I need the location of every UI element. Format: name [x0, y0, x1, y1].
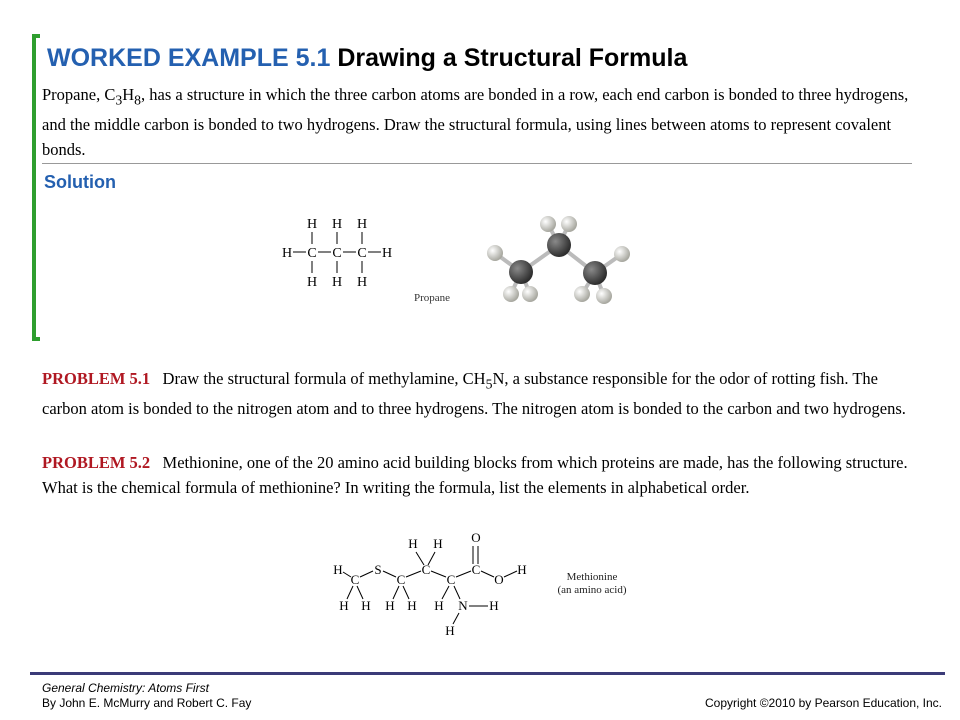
propane-model-c-1	[509, 260, 533, 284]
methionine-structural-formula	[322, 528, 534, 640]
propane-model-h-5	[503, 286, 519, 302]
propane-model-h-8	[596, 288, 612, 304]
propane-c-1: C	[307, 246, 317, 261]
met-h-1: H	[333, 562, 343, 577]
intro-text-start: Propane, C	[42, 85, 116, 104]
propane-model-c-2	[547, 233, 571, 257]
problem-5-1-text-end: N, a substance responsible for the odor of rotting fish. The carbon atom is bonded to the nitrogen atom and to three hydrogens. The nitrogen atom is bonded to the carbon and two hydrogens.	[42, 369, 906, 419]
propane-h-bottom-1: H	[306, 275, 318, 290]
propane-structural-formula	[270, 212, 405, 292]
propane-caption	[412, 288, 472, 306]
problem-5-1-subscript: 5	[485, 376, 493, 392]
met-o-2: O	[494, 572, 504, 587]
propane-c-2: C	[332, 246, 342, 261]
met-c-2: C	[396, 572, 406, 587]
propane-model-h-1	[487, 245, 503, 261]
met-h-4: H	[385, 598, 395, 613]
propane-model-h-7	[574, 286, 590, 302]
footer-authors: By John E. McMurry and Robert C. Fay	[42, 696, 252, 710]
intro-paragraph	[42, 82, 912, 162]
example-title	[47, 44, 687, 73]
met-h-5: H	[407, 598, 417, 613]
propane-model-h-2	[540, 216, 556, 232]
met-h-10: H	[445, 623, 455, 638]
problem-5-1-text-start: Draw the structural formula of methylamine, CH	[162, 369, 486, 388]
problem-5-2-text: Methionine, one of the 20 amino acid building blocks from which proteins are made, has the following structure. What is the chemical formula of methionine? In writing the formula, list the elements in alphabetical order.	[42, 453, 908, 497]
met-c-1: C	[350, 572, 360, 587]
propane-model-h-6	[522, 286, 538, 302]
met-h-7: H	[433, 536, 443, 551]
intro-subscript-3: 3	[115, 92, 123, 108]
footer-left	[42, 681, 251, 711]
green-bracket	[32, 34, 40, 341]
met-h-11: H	[517, 562, 527, 577]
divider-rule	[42, 163, 912, 164]
met-h-9: H	[489, 598, 499, 613]
example-topic: Drawing a Structural Formula	[337, 44, 688, 72]
propane-c-3: C	[357, 246, 367, 261]
met-h-2: H	[339, 598, 349, 613]
intro-text-h: H	[122, 85, 135, 104]
met-o-1: O	[471, 530, 481, 545]
problem-5-2-label: PROBLEM 5.2	[42, 453, 151, 472]
footer-rule	[30, 672, 945, 675]
propane-h-top-1: H	[306, 217, 318, 232]
intro-text-end: , has a structure in which the three carbon atoms are bonded in a row, each end carbon is bonded to three hydrogens, and the middle carbon is bonded to two hydrogens. Draw the structural formula, using lines between atoms to represent covalent bonds.	[42, 85, 909, 160]
problem-5-1-label: PROBLEM 5.1	[42, 369, 151, 388]
met-n: N	[458, 598, 468, 613]
propane-h-left: H	[281, 246, 293, 261]
propane-model-c-3	[583, 261, 607, 285]
intro-subscript-8: 8	[134, 92, 141, 108]
met-c-3: C	[421, 562, 431, 577]
methionine-caption-note: (an amino acid)	[557, 584, 627, 596]
met-c-4: C	[446, 572, 456, 587]
propane-ball-and-stick-model	[478, 210, 638, 310]
methionine-caption-name: Methionine	[566, 571, 618, 583]
problem-5-1	[42, 366, 912, 421]
propane-h-bottom-3: H	[356, 275, 368, 290]
propane-h-right: H	[381, 246, 393, 261]
methionine-caption	[548, 571, 636, 597]
footer-book-title: General Chemistry: Atoms First	[42, 681, 209, 695]
svg-text:Propane: Propane	[414, 292, 451, 304]
propane-model-h-3	[561, 216, 577, 232]
met-h-6: H	[408, 536, 418, 551]
footer-copyright: Copyright ©2010 by Pearson Education, Inc.	[705, 696, 942, 710]
solution-heading: Solution	[44, 172, 116, 192]
met-s: S	[374, 562, 382, 577]
met-c-5: C	[471, 562, 481, 577]
propane-h-top-2: H	[331, 217, 343, 232]
met-h-3: H	[361, 598, 371, 613]
propane-model-h-4	[614, 246, 630, 262]
met-h-8: H	[434, 598, 444, 613]
problem-5-2	[42, 450, 912, 500]
propane-h-top-3: H	[356, 217, 368, 232]
propane-h-bottom-2: H	[331, 275, 343, 290]
example-label: WORKED EXAMPLE 5.1	[47, 44, 331, 72]
